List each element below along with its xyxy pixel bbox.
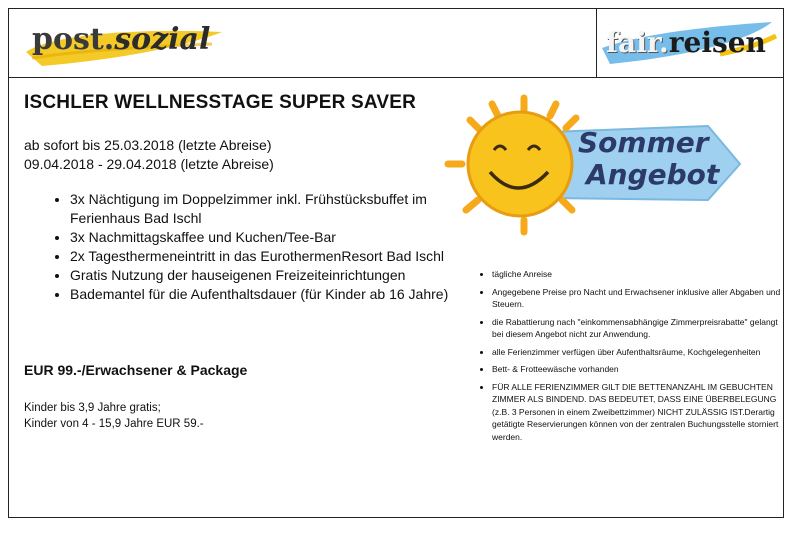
list-item: • Gratis Nutzung der hauseigenen Freizeiteinrichtungen bbox=[70, 266, 460, 285]
badge-angebot-text: Angebot bbox=[586, 158, 720, 191]
list-item: • Bett- & Frotteewäsche vorhanden bbox=[492, 363, 782, 376]
list-item: • alle Ferienzimmer verfügen über Aufenthaltsräume, Kochgelegenheiten bbox=[492, 346, 782, 359]
list-item: • Bademantel für die Aufenthaltsdauer (für Kinder ab 16 Jahre) bbox=[70, 285, 460, 304]
header-column-divider bbox=[596, 8, 597, 78]
logo-post-text: post. bbox=[32, 22, 115, 57]
kids-price-text: Kinder von 4 - 15,9 Jahre EUR 59.- bbox=[24, 418, 204, 430]
price-label: EUR 99.-/Erwachsener & Package bbox=[24, 362, 248, 378]
inclusions-list bbox=[44, 190, 460, 304]
kids-pricing bbox=[24, 400, 204, 432]
list-item: • 3x Nachmittagskaffee und Kuchen/Tee-Bar bbox=[70, 228, 460, 247]
post-sozial-logo bbox=[22, 14, 242, 72]
logo-reisen-text: reisen bbox=[668, 26, 766, 59]
list-item: • 2x Tagesthermeneintritt in das EurothermenResort Bad Ischl bbox=[70, 247, 460, 266]
offer-title: ISCHLER WELLNESSTAGE SUPER SAVER bbox=[24, 92, 417, 113]
sommer-angebot-badge bbox=[440, 92, 760, 240]
list-item: • 3x Nächtigung im Doppelzimmer inkl. Frühstücksbuffet im Ferienhaus Bad Ischl bbox=[70, 190, 460, 228]
date-range-1: ab sofort bis 25.03.2018 (letzte Abreise) bbox=[24, 137, 272, 153]
conditions-list bbox=[474, 268, 782, 448]
list-item: • Angegebene Preise pro Nacht und Erwachsener inklusive aller Abgaben und Steuern. bbox=[492, 286, 782, 311]
date-range-2: 09.04.2018 - 29.04.2018 (letzte Abreise) bbox=[24, 156, 274, 172]
offer-dates bbox=[24, 136, 274, 174]
header-divider bbox=[8, 77, 784, 78]
logo-fair-text: fair. bbox=[606, 26, 669, 59]
list-item: • FÜR ALLE FERIENZIMMER GILT DIE BETTENANZAHL IM GEBUCHTEN ZIMMER ALS BINDEND. DAS BEDEUTET, DASS EINE ÜBERBELEGUNG (z.B. 3 Personen in einem Zweibettzimmer) NICHT ZULÄSSIG IST.Derartig getätigte Reservierungen können von der zentralen Buchungsstelle storniert werden. bbox=[492, 381, 782, 444]
logo-sozial-text: sozial bbox=[114, 22, 211, 57]
fair-reisen-logo bbox=[600, 14, 780, 72]
badge-sommer-text: Sommer bbox=[578, 126, 709, 159]
list-item: • die Rabattierung nach "einkommensabhängige Zimmerpreisrabatte" gelangt bei diesem Angebot nicht zur Anwendung. bbox=[492, 316, 782, 341]
list-item: • tägliche Anreise bbox=[492, 268, 782, 281]
kids-free-text: Kinder bis 3,9 Jahre gratis; bbox=[24, 402, 161, 414]
